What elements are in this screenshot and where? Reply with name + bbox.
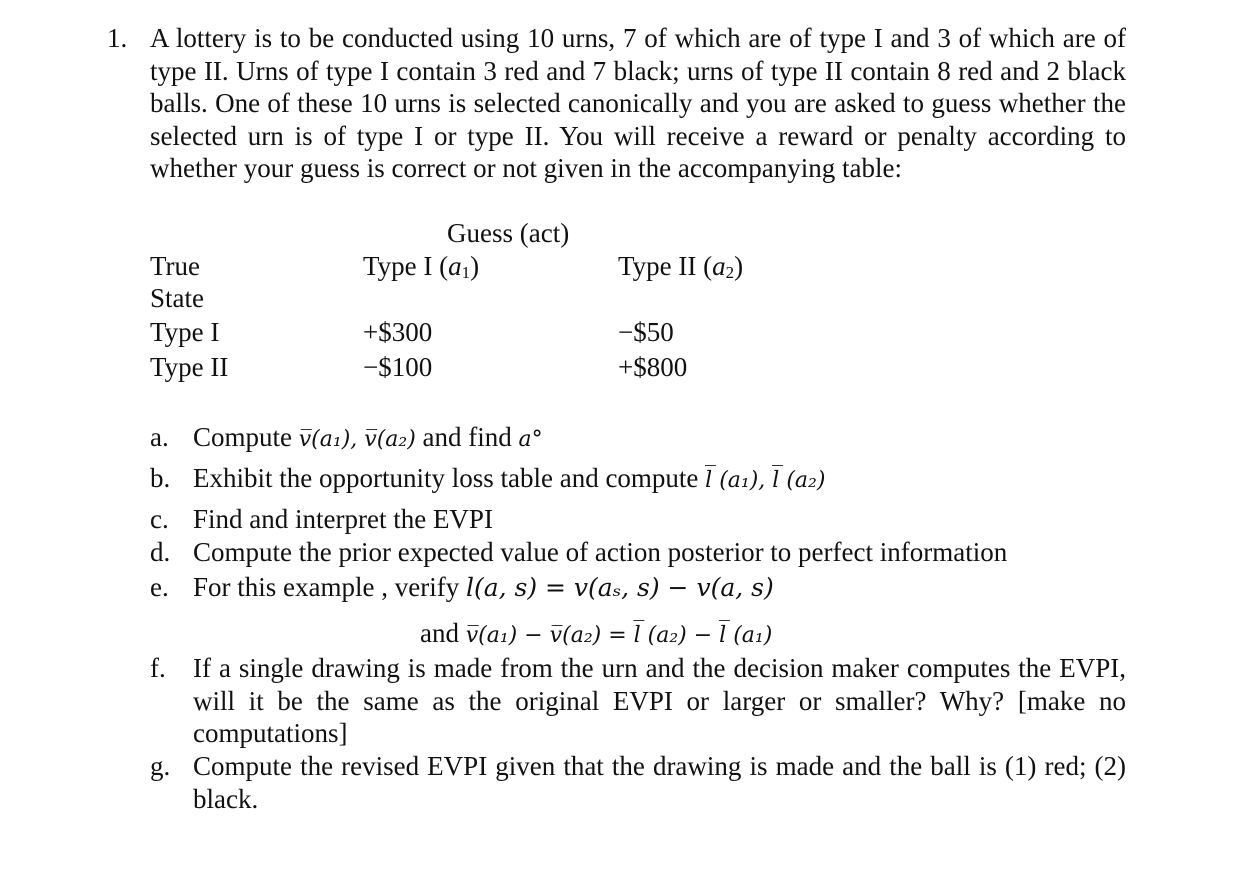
question-text: A lottery is to be conducted using 10 urns, 7 of which are of type I and 3 of which are of type II. Urns of type I contain 3 red and 7 black; urns of type II contain 8 red and 2 black balls. One of these 10 urns is selected canonically and you are asked to guess whether the selected urn is of type I or type II. You will receive a reward or penalty according to whether your guess is correct or not given in the accompanying table: bbox=[150, 23, 1126, 183]
list-item bbox=[150, 421, 1126, 457]
item-label: e. bbox=[150, 572, 169, 602]
list-item bbox=[150, 652, 1126, 750]
table-state-label: State bbox=[150, 283, 204, 313]
col1-close: ) bbox=[470, 251, 480, 281]
item-label: f. bbox=[150, 653, 166, 683]
item-text: Exhibit the opportunity loss table and compute bbox=[193, 463, 699, 493]
item-label: d. bbox=[150, 537, 171, 567]
item-text: Compute bbox=[193, 422, 292, 452]
table-true-label: True bbox=[150, 251, 201, 281]
item-math: l(a, s) = v(aₛ, s) − v(a, s) bbox=[465, 573, 774, 602]
list-item bbox=[150, 571, 1126, 605]
table-cell: −$100 bbox=[363, 352, 433, 382]
col2-text: Type II ( bbox=[618, 251, 713, 281]
item-label: a. bbox=[150, 422, 169, 452]
col2-var: a2 bbox=[712, 251, 735, 282]
item-text: Compute the prior expected value of action posterior to perfect information bbox=[193, 537, 1008, 567]
list-item bbox=[150, 503, 1126, 536]
item-text: and find bbox=[422, 422, 512, 452]
table-guess-header: Guess (act) bbox=[447, 218, 570, 248]
table-row-label: Type I bbox=[150, 317, 220, 347]
table-col-type2-header bbox=[618, 250, 743, 289]
list-item bbox=[150, 536, 1126, 569]
and-word: and bbox=[420, 618, 459, 648]
list-item bbox=[150, 462, 1126, 498]
item-text: If a single drawing is made from the urn and the decision maker computes the EVPI, will it be the same as the original EVPI or larger or smaller? Why? [make no computations] bbox=[193, 653, 1126, 748]
item-math: l̅ (a₁), l̅ (a₂) bbox=[705, 468, 826, 493]
item-math: a° bbox=[518, 427, 543, 452]
col1-text: Type I ( bbox=[363, 251, 449, 281]
item-label: c. bbox=[150, 504, 169, 534]
list-item bbox=[150, 750, 1126, 815]
item-label: g. bbox=[150, 751, 171, 781]
col1-var: a1 bbox=[448, 251, 471, 282]
table-col-type1-header bbox=[363, 250, 479, 289]
table-cell: +$800 bbox=[618, 352, 688, 382]
item-text: Find and interpret the EVPI bbox=[193, 504, 493, 534]
table-cell: +$300 bbox=[363, 317, 433, 347]
table-row-label: Type II bbox=[150, 352, 229, 382]
question-number: 1. bbox=[107, 23, 128, 53]
item-math: v̅(a₁), v̅(a₂) bbox=[298, 427, 416, 452]
col2-close: ) bbox=[734, 251, 744, 281]
item-label: b. bbox=[150, 463, 171, 493]
equation-math: v̅(a₁) − v̅(a₂) = l̅ (a₂) − l̅ (a₁) bbox=[465, 623, 773, 648]
equation-line bbox=[420, 617, 772, 652]
item-text: For this example , verify bbox=[193, 572, 460, 602]
item-text: Compute the revised EVPI given that the drawing is made and the ball is (1) red; (2) black. bbox=[193, 751, 1126, 814]
table-cell: −$50 bbox=[618, 317, 674, 347]
